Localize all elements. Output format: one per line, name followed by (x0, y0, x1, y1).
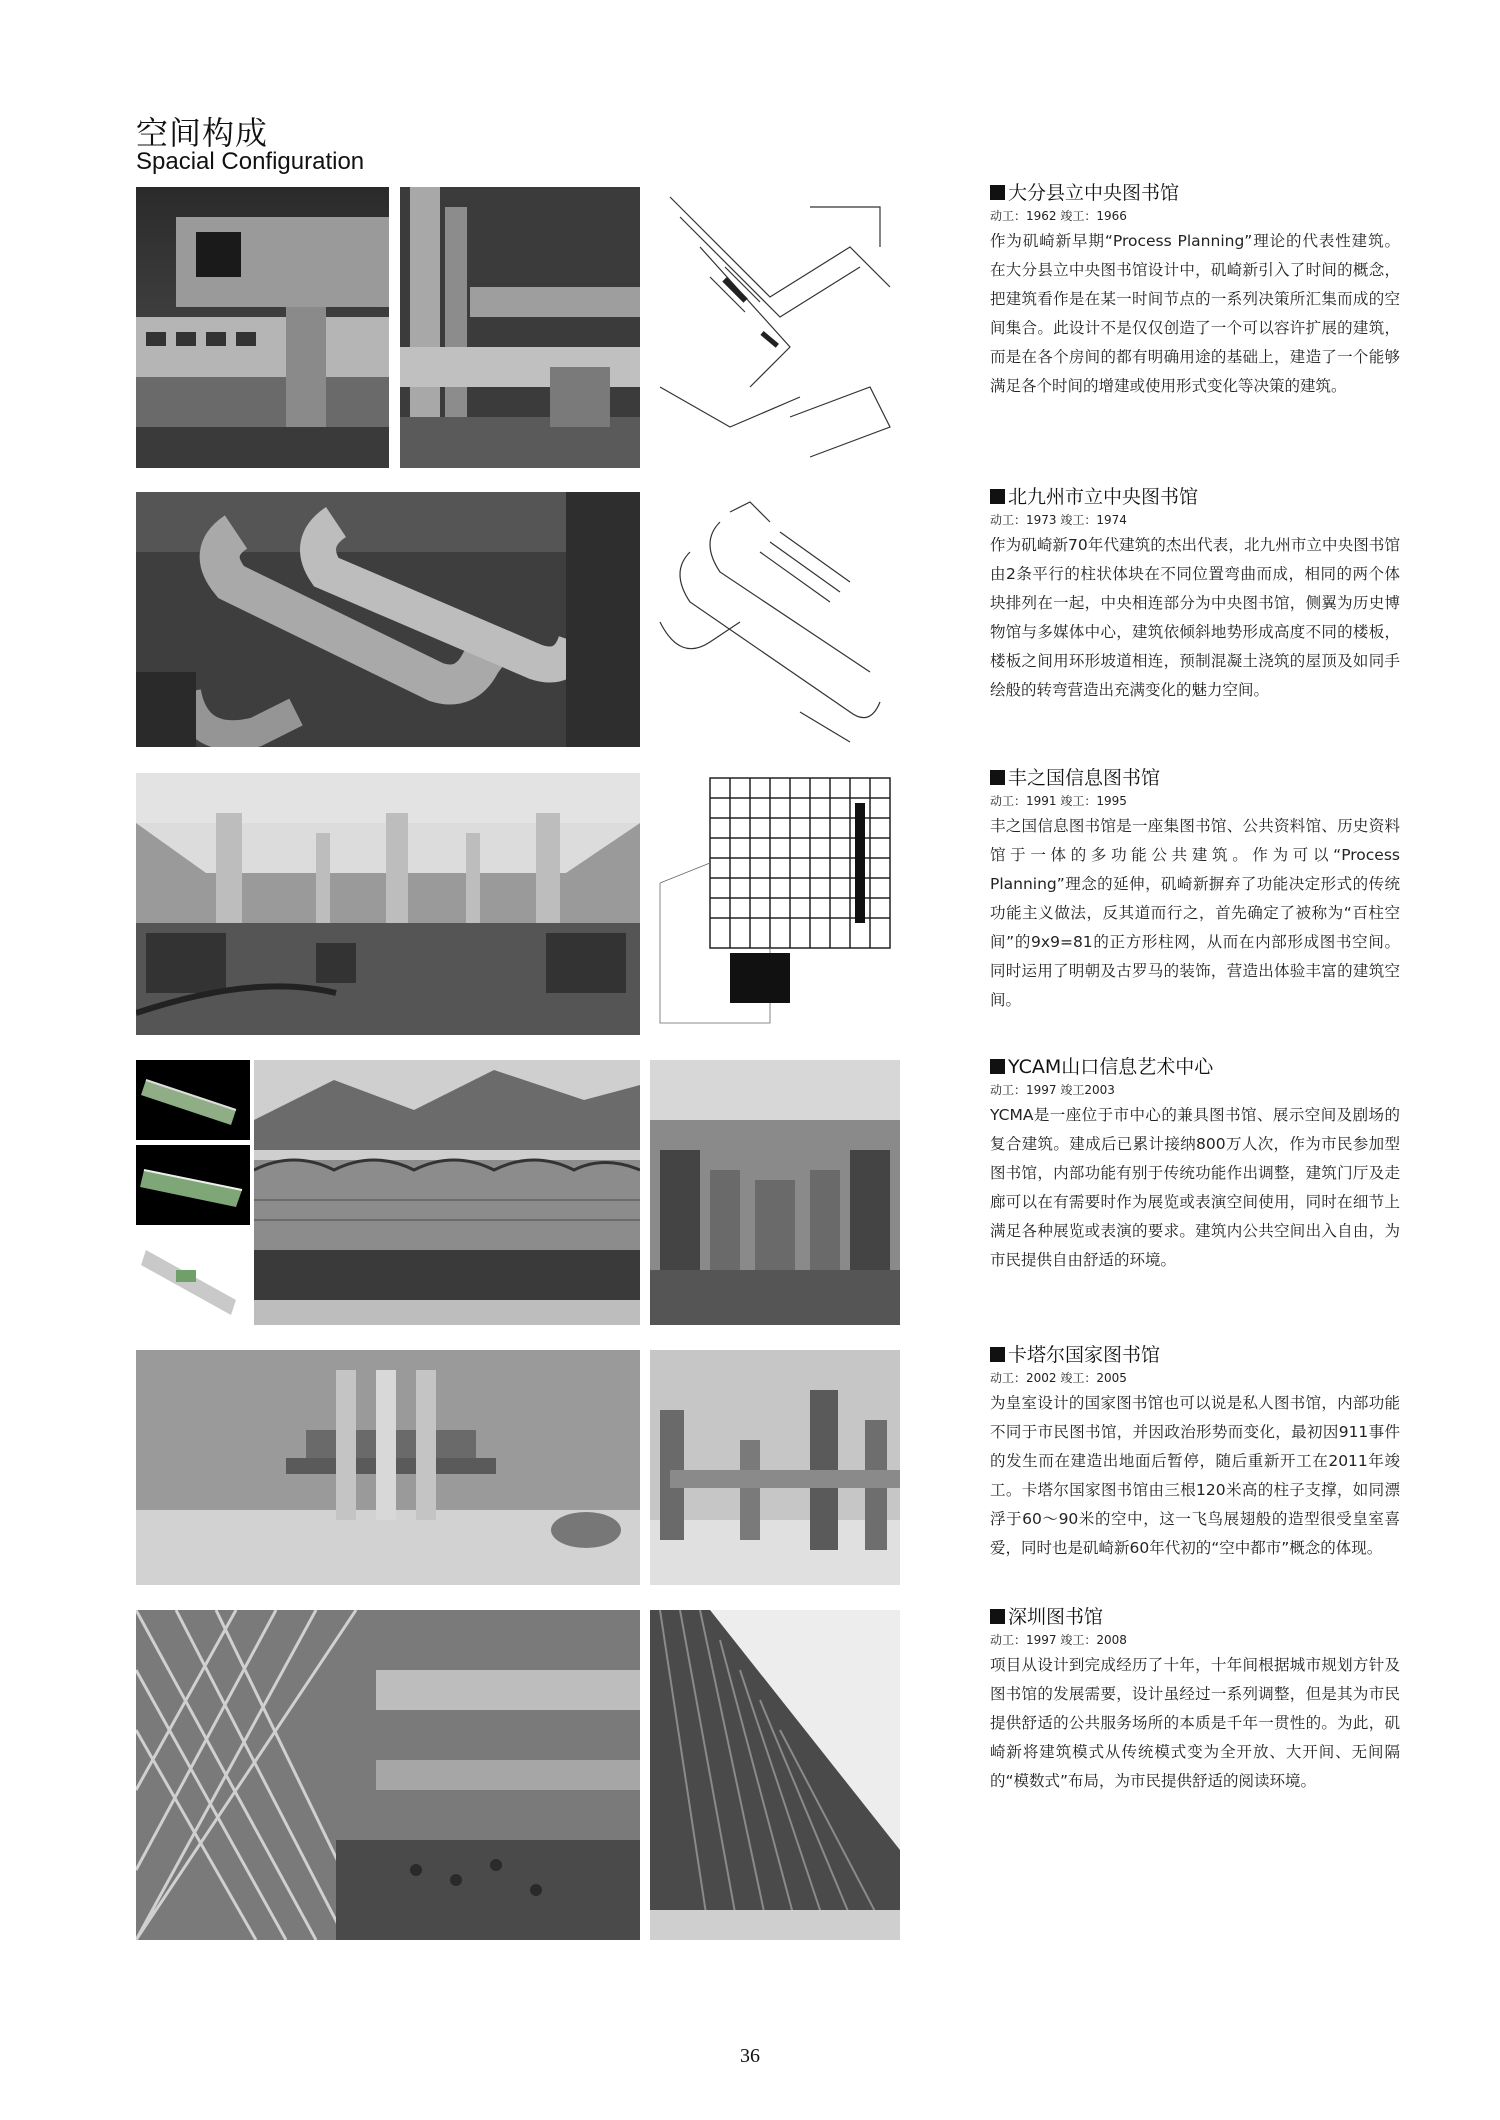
entry-body: 作为矶崎新早期“Process Planning”理论的代表性建筑。在大分县立中央图书馆设计中，矶崎新引入了时间的概念，把建筑看作是在某一时间节点的一系列决策所汇集而成的空间集合。此设计不是仅仅创造了一个可以容许扩展的建筑，而是在各个房间的都有明确用途的基础上，建造了一个能够满足各个时间的增建或使用形式变化等决策的建筑。 (990, 232, 1400, 395)
oita-library-drawing (650, 187, 900, 468)
shenzhen-library-interior-photo (136, 1610, 640, 1940)
entry-title: 北九州市立中央图书馆 (990, 484, 1400, 510)
entry-shenzhen-library (990, 1604, 1400, 1796)
bullet-square-icon (990, 489, 1005, 504)
page-number: 36 (740, 2045, 760, 2067)
entry-body: 丰之国信息图书馆是一座集图书馆、公共资料馆、历史资料馆于一体的多功能公共建筑。作为可以“Process Planning”理念的延伸，矶崎新摒弃了功能决定形式的传统功能主义做法，反其道而行之，首先确定了被称为“百柱空间”的9x9=81的正方形柱网，从而在内部形成图书空间。同时运用了明朝及古罗马的装饰，营造出体验丰富的建筑空间。 (990, 817, 1400, 1009)
bungo-library-grid-drawing (650, 773, 900, 1035)
bullet-square-icon (990, 1609, 1005, 1624)
entry-body: 为皇室设计的国家图书馆也可以说是私人图书馆，内部功能不同于市民图书馆，并因政治形势而变化，最初因911事件的发生而在建造出地面后暂停，随后重新开工在2011年竣工。卡塔尔国家图书馆由三根120米高的柱子支撑，如同漂浮于60～90米的空中，这一飞鸟展翅般的造型很受皇室喜爱，同时也是矶崎新60年代初的“空中都市”概念的体现。 (990, 1394, 1400, 1557)
entry-date: 动工：1997 竣工2003 (990, 1083, 1115, 1097)
kitakyushu-library-aerial-photo (136, 492, 640, 747)
ycam-exterior-photo (254, 1060, 640, 1325)
ycam-model-image-3 (136, 1230, 250, 1325)
entry-oita-library (990, 180, 1400, 401)
entry-title: 深圳图书馆 (990, 1604, 1400, 1630)
kitakyushu-library-drawing (650, 492, 900, 747)
page-title: 空间构成 (136, 114, 269, 152)
bullet-square-icon (990, 1347, 1005, 1362)
entry-kitakyushu-library (990, 484, 1400, 705)
entry-date: 动工：2002 竣工：2005 (990, 1371, 1127, 1385)
oita-library-photo-2 (400, 187, 640, 468)
oita-library-photo-1 (136, 187, 389, 468)
entry-body: 作为矶崎新70年代建筑的杰出代表，北九州市立中央图书馆由2条平行的柱状体块在不同位置弯曲而成，相同的两个体块排列在一起，中央相连部分为中央图书馆，侧翼为历史博物馆与多媒体中心，建筑依倾斜地势形成高度不同的楼板，楼板之间用环形坡道相连，预制混凝土浇筑的屋顶及如同手绘般的转弯营造出充满变化的魅力空间。 (990, 536, 1400, 699)
entry-title: YCAM山口信息艺术中心 (990, 1054, 1400, 1080)
bullet-square-icon (990, 770, 1005, 785)
entry-body: 项目从设计到完成经历了十年，十年间根据城市规划方针及图书馆的发展需要，设计虽经过一系列调整，但是其为市民提供舒适的公共服务场所的本质是千年一贯性的。为此，矶崎新将建筑模式从传统模式变为全开放、大开间、无间隔的“模数式”布局，为市民提供舒适的阅读环境。 (990, 1656, 1400, 1790)
shenzhen-library-exterior-photo (650, 1610, 900, 1940)
entry-title: 卡塔尔国家图书馆 (990, 1342, 1400, 1368)
entry-ycam (990, 1054, 1400, 1275)
entry-date: 动工：1997 竣工：2008 (990, 1633, 1127, 1647)
entry-date: 动工：1991 竣工：1995 (990, 794, 1127, 808)
qatar-library-construction-photo (650, 1350, 900, 1585)
qatar-library-render (136, 1350, 640, 1585)
entry-title: 丰之国信息图书馆 (990, 765, 1400, 791)
entry-qatar-library (990, 1342, 1400, 1563)
ycam-model-image-1 (136, 1060, 250, 1140)
bullet-square-icon (990, 1059, 1005, 1074)
bullet-square-icon (990, 185, 1005, 200)
ycam-interior-photo (650, 1060, 900, 1325)
entry-date: 动工：1973 竣工：1974 (990, 513, 1127, 527)
entry-date: 动工：1962 竣工：1966 (990, 209, 1127, 223)
bungo-library-interior-photo (136, 773, 640, 1035)
entry-body: YCMA是一座位于市中心的兼具图书馆、展示空间及剧场的复合建筑。建成后已累计接纳800万人次，作为市民参加型图书馆，内部功能有别于传统功能作出调整，建筑门厅及走廊可以在有需要时作为展览或表演空间使用，同时在细节上满足各种展览或表演的要求。建筑内公共空间出入自由，为市民提供自由舒适的环境。 (990, 1106, 1400, 1269)
entry-bungo-library (990, 765, 1400, 1015)
entry-title: 大分县立中央图书馆 (990, 180, 1400, 206)
page-subtitle: Spacial Configuration (136, 148, 365, 175)
ycam-model-image-2 (136, 1145, 250, 1225)
